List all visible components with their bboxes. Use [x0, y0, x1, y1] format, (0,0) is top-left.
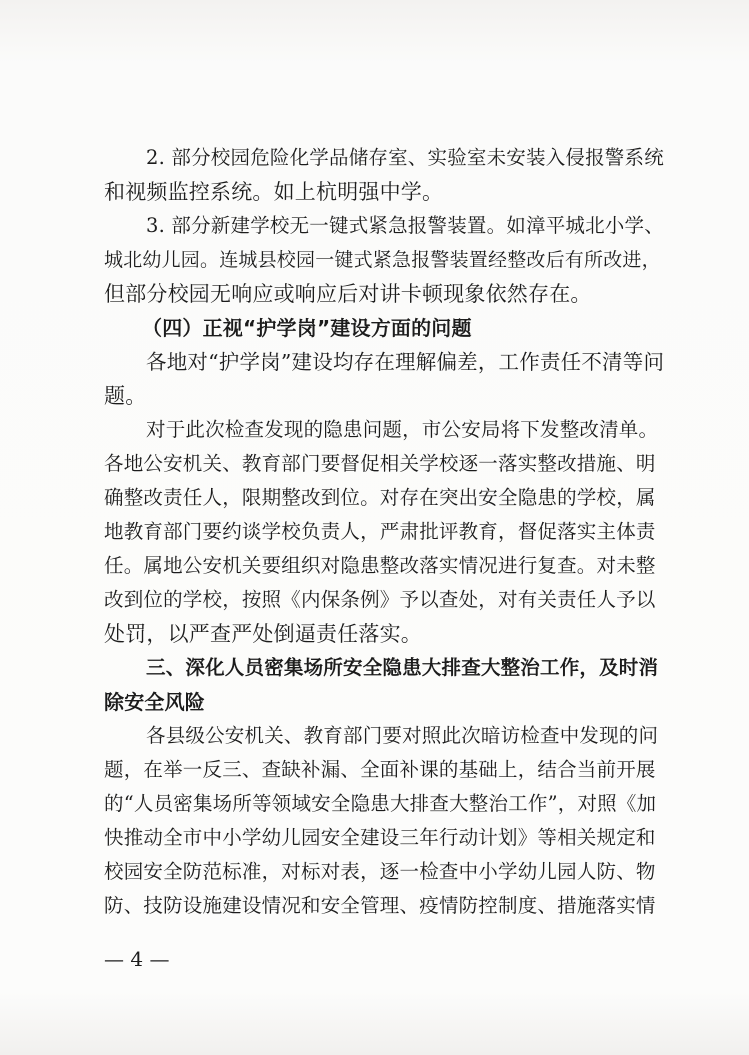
text-line: 各地对“护学岗”建设均存在理解偏差，工作责任不清等问 [146, 350, 665, 374]
text-line: 的“人员密集场所等领域安全隐患大排查大整治工作”，对照《加 [104, 792, 657, 815]
text-line: 地教育部门要约谈学校负责人，严肃批评教育，督促落实主体责 [104, 520, 656, 543]
text-line: 3. 部分新建学校无一键式紧急报警装置。如漳平城北小学、 [146, 214, 664, 237]
text-line: 确整改责任人，限期整改到位。对存在突出安全隐患的学校，属 [104, 486, 656, 509]
text-line: 2. 部分校园危险化学品储存室、实验室未安装入侵报警系统 [146, 146, 664, 169]
text-line: 改到位的学校，按照《内保条例》予以查处，对有关责任人予以 [104, 588, 656, 611]
text-line: 快推动全市中小学幼儿园安全建设三年行动计划》等相关规定和 [104, 826, 656, 849]
text-line: 校园安全防范标准，对标对表，逐一检查中小学幼儿园人防、物 [104, 860, 656, 883]
text-line: 和视频监控系统。如上杭明强中学。 [104, 180, 444, 204]
text-line: 题，在举一反三、查缺补漏、全面补课的基础上，结合当前开展 [104, 758, 656, 781]
page-number: — 4 — [104, 947, 170, 971]
section-heading: （四）正视“护学岗”建设方面的问题 [142, 316, 472, 340]
text-line: 防、技防设施建设情况和安全管理、疫情防控制度、措施落实情 [104, 894, 656, 917]
text-line: 城北幼儿园。连城县校园一键式紧急报警装置经整改后有所改进， [104, 249, 661, 271]
section-heading: 三、深化人员密集场所安全隐患大排查大整治工作，及时消 [146, 656, 659, 679]
text-line: 各地公安机关、教育部门要督促相关学校逐一落实整改措施、明 [104, 452, 656, 475]
text-line: 但部分校园无响应或响应后对讲卡顿现象依然存在。 [104, 282, 592, 306]
text-line: 处罚，以严查严处倒逼责任落实。 [104, 622, 422, 646]
text-line: 对于此次检查发现的隐患问题，市公安局将下发整改清单。 [146, 418, 659, 441]
text-line: 各县级公安机关、教育部门要对照此次暗访检查中发现的问 [146, 724, 659, 747]
text-line: 题。 [104, 384, 147, 408]
section-heading-continued: 除安全风险 [104, 690, 205, 714]
text-line: 任。属地公安机关要组织对隐患整改落实情况进行复查。对未整 [104, 554, 656, 577]
